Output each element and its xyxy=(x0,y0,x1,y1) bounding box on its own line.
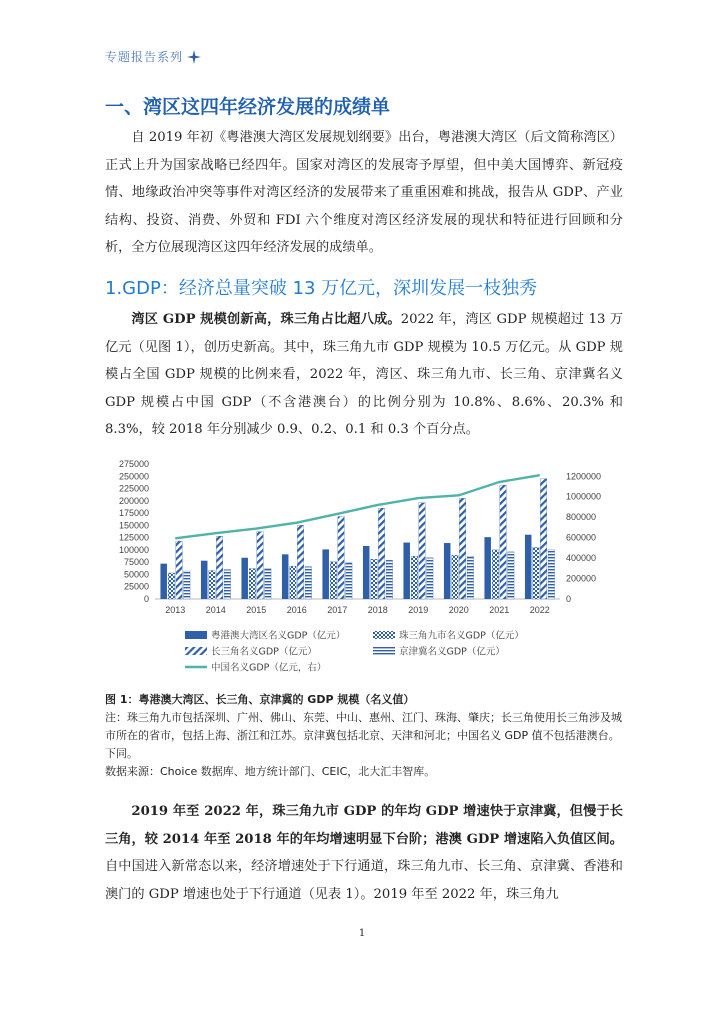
bar xyxy=(216,536,223,599)
y-left-tick-label: 175000 xyxy=(118,508,149,519)
bar xyxy=(305,567,312,599)
growth-body-text: 自中国进入新常态以来，经济增速处于下行通道，珠三角九市、长三角、京津冀、香港和澳门的 GDP 增速也处于下行通道（见表 1）。2019 年至 2022 年，珠三角九 xyxy=(105,859,623,902)
bar xyxy=(209,571,216,599)
bar xyxy=(184,571,191,599)
gdp-paragraph xyxy=(105,306,623,444)
bar xyxy=(378,508,385,599)
gdp-lead-sentence: 湾区 GDP 规模创新高，珠三角占比超八成。 xyxy=(131,312,401,327)
bar xyxy=(403,543,410,599)
bar xyxy=(282,554,289,599)
bar xyxy=(533,547,540,599)
figure-note: 注：珠三角九市包括深圳、广州、佛山、东莞、中山、惠州、江门、珠海、肇庆；长三角使用长三角涉及城市所在的省市，包括上海、浙江和江苏。京津冀包括北京、天津和河北；中国名义 GDP 值不包括港澳台。下同。 xyxy=(105,711,622,760)
bar xyxy=(297,525,304,599)
line-series-china-gdp xyxy=(175,475,540,538)
figure-source: 数据来源：Choice 数据库、地方统计部门、CEIC，北大汇丰智库。 xyxy=(105,765,436,778)
legend-label: 粤港澳大湾区名义GDP（亿元） xyxy=(211,630,346,642)
y-left-tick-label: 250000 xyxy=(118,471,149,482)
bar xyxy=(241,558,248,599)
legend-label: 长三角名义GDP（亿元） xyxy=(211,646,317,658)
x-tick-label: 2013 xyxy=(165,605,186,615)
x-tick-label: 2014 xyxy=(205,605,226,615)
y-left-tick-label: 150000 xyxy=(118,520,149,531)
y-left-tick-label: 200000 xyxy=(118,495,149,506)
bar xyxy=(419,503,426,599)
bar xyxy=(168,573,175,599)
y-left-tick-label: 125000 xyxy=(118,532,149,543)
bar xyxy=(525,535,532,599)
bar xyxy=(484,537,491,599)
y-left-tick-label: 75000 xyxy=(123,557,149,568)
legend-swatch xyxy=(373,631,395,639)
gdp-body-text: 2022 年，湾区 GDP 规模超过 13 万亿元（见图 1），创历史新高。其中，珠三角九市 GDP 规模为 10.5 万亿元。从 GDP 规模占全国 GDP 规模的比例来看，2022 年，湾区、珠三角九市、长三角、京津冀名义 GDP 规模占中国 GDP（不含港澳台）的比例分别为 10.8%、8.6%、20.3% 和 8.3%，较 2018 年分别减少 0.9、0.2、0.1 和 0.3 个百分点。 xyxy=(105,312,623,437)
bar xyxy=(346,563,353,599)
bar xyxy=(176,541,183,599)
bar xyxy=(508,552,515,599)
section-heading-gdp: 1.GDP：经济总量突破 13 万亿元，深圳发展一枝独秀 xyxy=(105,278,538,299)
x-tick-label: 2017 xyxy=(327,605,348,615)
report-series-header xyxy=(105,48,201,65)
y-right-tick-label: 600000 xyxy=(566,532,597,543)
figure-caption xyxy=(105,691,625,781)
growth-lead-sentence: 2019 年至 2022 年，珠三角九市 GDP 的年均 GDP 增速快于京津冀，但慢于长三角，较 2014 年至 2018 年的年均增速明显下台阶；港澳 GDP 增速陷入负值区间。 xyxy=(105,804,623,847)
bar xyxy=(201,561,208,599)
y-left-tick-label: 225000 xyxy=(118,483,149,494)
bar xyxy=(338,517,345,599)
growth-paragraph xyxy=(105,798,623,908)
x-tick-label: 2020 xyxy=(448,605,469,615)
x-tick-label: 2022 xyxy=(529,605,550,615)
legend-swatch xyxy=(373,647,395,655)
x-tick-label: 2019 xyxy=(408,605,429,615)
y-left-tick-label: 275000 xyxy=(118,459,149,469)
sparkle-icon xyxy=(187,50,201,64)
figure-title: 图 1：粤港澳大湾区、长三角、京津冀的 GDP 规模（名义值） xyxy=(105,693,415,706)
bar xyxy=(548,550,555,599)
bar xyxy=(160,564,167,599)
y-right-tick-label: 1200000 xyxy=(566,471,602,482)
bar xyxy=(330,562,337,599)
y-right-tick-label: 0 xyxy=(566,594,572,604)
bar xyxy=(411,556,418,599)
legend-label: 中国名义GDP（亿元，右） xyxy=(211,662,327,674)
bar xyxy=(257,532,264,599)
y-left-tick-label: 0 xyxy=(143,594,149,604)
bar xyxy=(363,546,370,599)
bar xyxy=(265,569,272,599)
bar xyxy=(371,559,378,599)
y-left-tick-label: 25000 xyxy=(123,581,149,592)
bar xyxy=(459,498,466,599)
x-tick-label: 2016 xyxy=(286,605,307,615)
x-tick-label: 2021 xyxy=(489,605,510,615)
y-right-tick-label: 1000000 xyxy=(566,491,602,502)
bar xyxy=(290,566,297,599)
intro-paragraph xyxy=(105,124,623,262)
bar xyxy=(386,560,393,599)
bar xyxy=(322,549,329,599)
bar xyxy=(492,550,499,599)
x-tick-label: 2018 xyxy=(367,605,388,615)
y-right-tick-label: 200000 xyxy=(566,573,597,584)
legend-label: 珠三角九市名义GDP（亿元） xyxy=(399,630,524,642)
bar xyxy=(452,555,459,599)
intro-text: 自 2019 年初《粤港澳大湾区发展规划纲要》出台，粤港澳大湾区（后文简称湾区）正式上升为国家战略已经四年。国家对湾区的发展寄予厚望，但中美大国博弈、新冠疫情、地缘政治冲突等事件对湾区经济的发展带来了重重困难和挑战，报告从 GDP、产业结构、投资、消费、外贸和 FDI 六个维度对湾区经济发展的现状和特征进行回顾和分析，全方位展现湾区这四年经济发展的成绩单。 xyxy=(105,130,623,255)
section-heading-1: 一、湾区这四年经济发展的成绩单 xyxy=(105,96,391,118)
y-right-tick-label: 800000 xyxy=(566,512,597,523)
y-right-tick-label: 400000 xyxy=(566,553,597,564)
bar xyxy=(427,558,434,599)
legend-swatch xyxy=(185,631,207,639)
gdp-chart xyxy=(105,452,625,686)
x-tick-label: 2015 xyxy=(246,605,267,615)
series-label: 专题报告系列 xyxy=(105,50,184,64)
y-left-tick-label: 50000 xyxy=(123,569,149,580)
legend-swatch xyxy=(185,647,207,655)
page-number: 1 xyxy=(358,928,366,939)
bar xyxy=(249,569,256,599)
bar xyxy=(500,485,507,599)
bar xyxy=(224,570,231,599)
y-left-tick-label: 100000 xyxy=(118,544,149,555)
legend-label: 京津冀名义GDP（亿元） xyxy=(399,646,505,658)
bar xyxy=(467,556,474,599)
bar xyxy=(540,479,547,599)
bar xyxy=(444,543,451,599)
